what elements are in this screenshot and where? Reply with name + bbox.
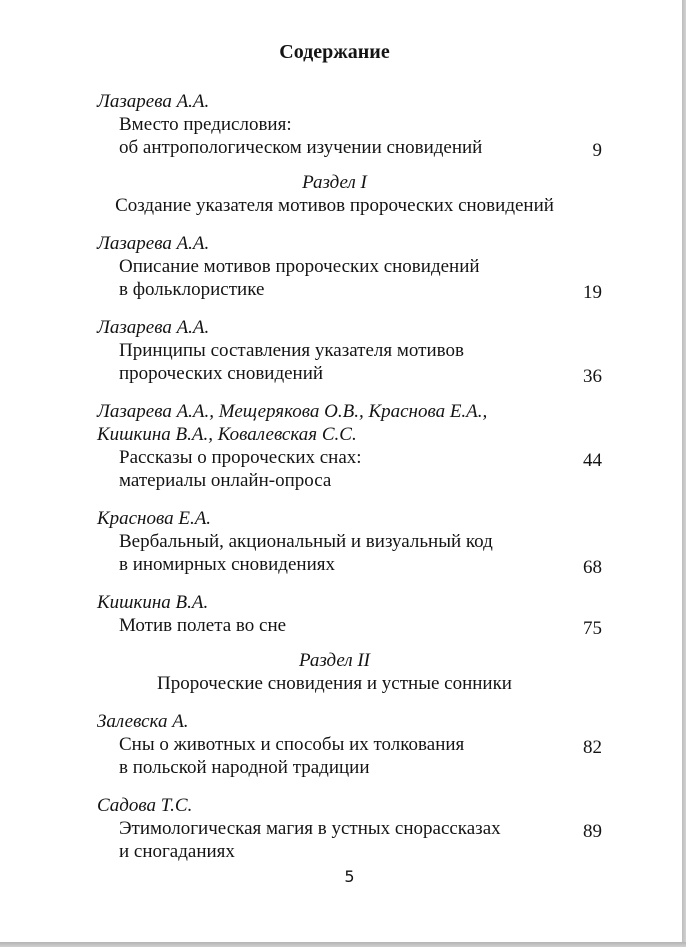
page-number: 89 [583,821,602,842]
section-label: Раздел II [298,650,371,671]
toc-entry [97,710,602,779]
title-line: Мотив полета во сне 75 [119,615,602,639]
author-line: Лазарева А.А. [97,317,210,338]
title-line: об антропологическом изучении сновидений 9 [119,137,602,161]
toc-entry [97,232,602,301]
title-line: Вербальный, акциональный и визуальный код [119,531,493,552]
page-folio: 5 [344,867,355,886]
toc-entry [97,316,602,385]
author-line: Садова Т.С. [97,795,193,816]
title-line: материалы онлайн-опроса [119,470,332,491]
toc-content [97,40,602,889]
section-subtitle: Создание указателя мотивов пророческих сновидений [115,195,554,216]
title-line: Рассказы о пророческих снах: 44 [119,447,602,471]
toc-entry [97,591,602,637]
author-line: Кишкина В.А., Ковалевская С.С. [97,424,357,445]
page-number: 75 [583,618,602,639]
title-line: пророческих сновидений 36 [119,363,602,387]
author-line: Лазарева А.А. [97,91,210,112]
toc-entry [97,90,602,159]
scan-edge-right [682,0,686,947]
toc-entry [97,400,602,492]
toc-title: Содержание [279,41,390,63]
author-line: Краснова Е.А. [97,508,212,529]
page-number: 19 [583,282,602,303]
scan-edge-bottom [0,942,686,947]
page-number: 44 [583,450,602,471]
toc-entry [97,794,602,863]
toc-entry [97,507,602,576]
page-number: 68 [583,557,602,578]
title-line: и сногаданиях [119,841,235,862]
author-line: Залевска А. [97,711,189,732]
author-line: Лазарева А.А. [97,233,210,254]
section-heading [97,171,572,217]
section-heading [97,649,572,695]
title-line: Принципы составления указателя мотивов [119,340,464,361]
page-number: 9 [592,140,602,161]
title-line: в польской народной традиции [119,757,370,778]
title-line: Вместо предисловия: [119,114,292,135]
section-subtitle: Пророческие сновидения и устные сонники [157,673,512,694]
title-line: Этимологическая магия в устных снорассказах 89 [119,818,602,842]
title-line: в фольклористике 19 [119,279,602,303]
section-label: Раздел I [302,172,367,193]
page-number: 36 [583,366,602,387]
author-line: Кишкина В.А. [97,592,209,613]
page-number: 82 [583,737,602,758]
title-line: в иномирных сновидениях 68 [119,554,602,578]
title-line: Сны о животных и способы их толкования 82 [119,734,602,758]
title-line: Описание мотивов пророческих сновидений [119,256,480,277]
author-line: Лазарева А.А., Мещерякова О.В., Краснова Е.А., [97,401,488,422]
